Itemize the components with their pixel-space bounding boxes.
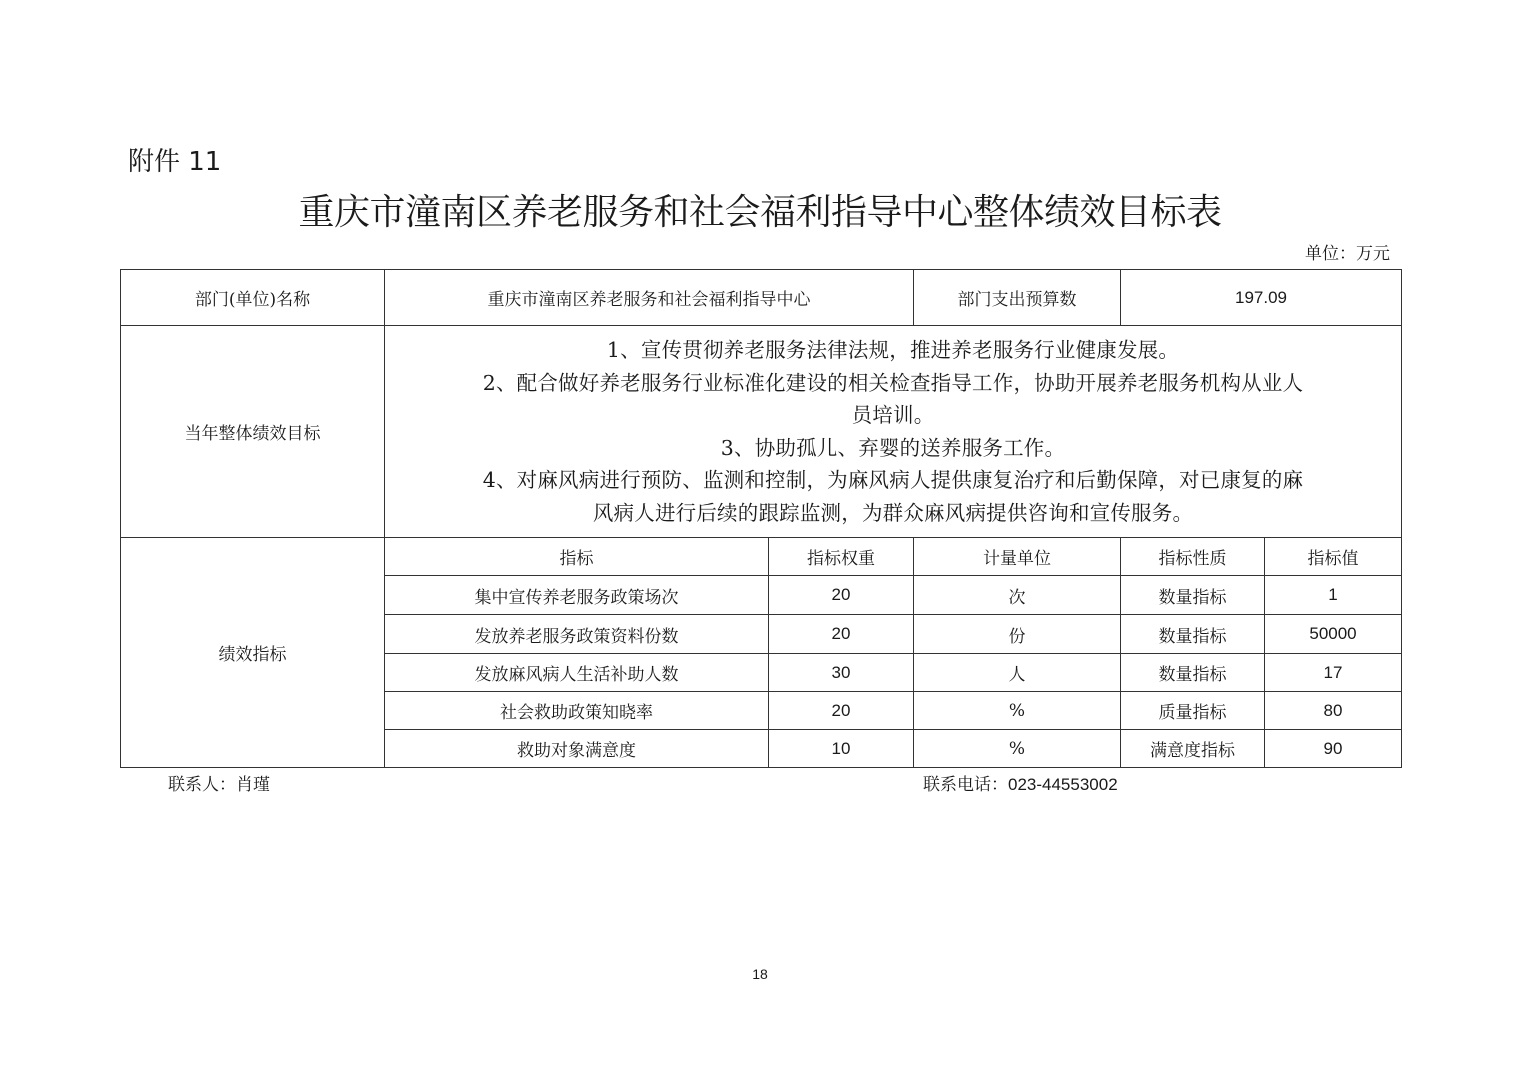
indicator-unit: %	[914, 730, 1121, 768]
indicator-weight: 20	[769, 692, 914, 730]
column-header: 指标值	[1265, 538, 1402, 576]
indicator-header-row	[121, 538, 1402, 576]
indicator-value: 90	[1265, 730, 1402, 768]
budget-label: 部门支出预算数	[914, 270, 1121, 326]
dept-row	[121, 270, 1402, 326]
column-header: 指标性质	[1121, 538, 1265, 576]
document-title: 重庆市潼南区养老服务和社会福利指导中心整体绩效目标表	[298, 192, 1222, 233]
indicator-name: 社会救助政策知晓率	[385, 692, 769, 730]
phone-value: 023-44553002	[1008, 775, 1118, 794]
goal-line: 员培训。	[851, 403, 935, 427]
dept-name-value: 重庆市潼南区养老服务和社会福利指导中心	[385, 270, 914, 326]
indicator-unit: %	[914, 692, 1121, 730]
indicator-name: 发放麻风病人生活补助人数	[385, 654, 769, 692]
indicator-value: 17	[1265, 654, 1402, 692]
contact-phone	[923, 773, 1118, 797]
goal-line: 3、协助孤儿、弃婴的送养服务工作。	[720, 435, 1066, 460]
contact-person: 联系人：肖瑾	[168, 775, 270, 795]
indicator-name: 救助对象满意度	[385, 730, 769, 768]
indicator-unit: 次	[914, 576, 1121, 615]
indicator-type: 质量指标	[1121, 692, 1265, 730]
column-header: 指标	[385, 538, 769, 576]
indicator-value: 80	[1265, 692, 1402, 730]
goal-line: 风病人进行后续的跟踪监测，为群众麻风病提供咨询和宣传服务。	[592, 500, 1194, 525]
column-header: 指标权重	[769, 538, 914, 576]
indicator-unit: 人	[914, 654, 1121, 692]
dept-name-label: 部门(单位)名称	[121, 270, 385, 326]
indicator-name: 发放养老服务政策资料份数	[385, 615, 769, 654]
indicator-unit: 份	[914, 615, 1121, 654]
goals-label: 当年整体绩效目标	[121, 326, 385, 538]
indicator-value: 50000	[1265, 615, 1402, 654]
phone-label: 联系电话：	[923, 775, 1008, 795]
indicator-type: 数量指标	[1121, 654, 1265, 692]
indicator-weight: 20	[769, 615, 914, 654]
column-header: 计量单位	[914, 538, 1121, 576]
indicator-type: 数量指标	[1121, 576, 1265, 615]
indicators-label: 绩效指标	[121, 538, 385, 768]
attachment-label: 附件 11	[128, 147, 222, 177]
budget-value: 197.09	[1121, 270, 1402, 326]
goals-row	[121, 326, 1402, 538]
indicator-weight: 10	[769, 730, 914, 768]
page-number: 18	[752, 966, 768, 982]
indicator-weight: 30	[769, 654, 914, 692]
indicator-type: 满意度指标	[1121, 730, 1265, 768]
goal-line: 1、宣传贯彻养老服务法律法规，推进养老服务行业健康发展。	[606, 338, 1180, 362]
goal-line: 4、对麻风病进行预防、监测和控制，为麻风病人提供康复治疗和后勤保障，对已康复的麻	[482, 468, 1304, 492]
indicator-name: 集中宣传养老服务政策场次	[385, 576, 769, 615]
goals-content	[385, 326, 1402, 538]
unit-note: 单位：万元	[1305, 244, 1390, 264]
performance-target-table	[120, 269, 1402, 768]
indicator-value: 1	[1265, 576, 1402, 615]
goal-line: 2、配合做好养老服务行业标准化建设的相关检查指导工作，协助开展养老服务机构从业人	[482, 370, 1304, 395]
indicator-type: 数量指标	[1121, 615, 1265, 654]
indicator-weight: 20	[769, 576, 914, 615]
